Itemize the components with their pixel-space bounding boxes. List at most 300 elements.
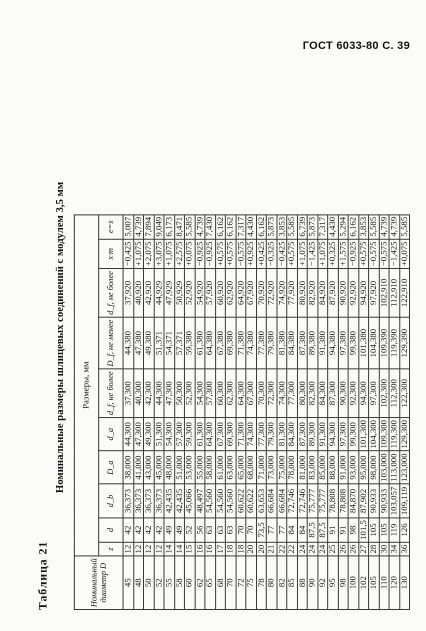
- table-cell: 79,380: [266, 317, 276, 369]
- table-cell: 51,000: [174, 451, 184, 484]
- col-header-nominal: Номинальный диаметр D: [74, 556, 123, 610]
- table-row: [307, 214, 317, 609]
- table-cell: 60: [184, 556, 194, 610]
- table-cell: 88: [297, 556, 307, 610]
- table-cell: 53,000: [184, 451, 194, 484]
- table-cell: 113,000: [389, 451, 399, 484]
- table-cell: 80,300: [297, 369, 307, 418]
- table-cell: 120: [389, 556, 399, 610]
- table-cell: −0,925: [195, 239, 205, 269]
- table-cell: 51,371: [154, 317, 164, 369]
- table-cell: 80,920: [297, 269, 307, 318]
- table-cell: 78,808: [338, 484, 348, 517]
- col-header-9: x·m: [99, 239, 123, 269]
- table-cell: 91,380: [317, 317, 327, 369]
- table-cell: 52: [184, 518, 194, 543]
- table-row: [358, 214, 368, 609]
- table-cell: 126: [399, 518, 409, 543]
- table-cell: 73,000: [266, 451, 276, 484]
- table-cell: 22: [287, 542, 297, 556]
- table-cell: 77,300: [256, 418, 266, 451]
- table-cell: 7,317: [317, 214, 327, 239]
- table-cell: 49,300: [144, 418, 154, 451]
- table-cell: 43,000: [144, 451, 154, 484]
- table-cell: 59,380: [184, 317, 194, 369]
- table-cell: 97,380: [338, 317, 348, 369]
- table-cell: 98: [348, 518, 358, 543]
- table-cell: 6,162: [225, 214, 235, 239]
- table-cell: +1,075: [133, 239, 143, 269]
- table-cell: 71,380: [236, 317, 246, 369]
- table-cell: 112,910: [389, 269, 399, 318]
- table-cell: 112,300: [389, 369, 399, 418]
- table-cell: −0,425: [277, 239, 287, 269]
- group-header: Размеры, мм: [74, 214, 98, 555]
- table-cell: 4,739: [379, 214, 389, 239]
- table-cell: 85: [287, 556, 297, 610]
- table-cell: 52: [154, 556, 164, 610]
- table-cell: 64,300: [236, 369, 246, 418]
- table-cell: 75,777: [317, 484, 327, 517]
- table-cell: 54,560: [205, 484, 215, 517]
- table-cell: 60,300: [215, 369, 225, 418]
- table-cell: 87,300: [297, 418, 307, 451]
- table-cell: 14: [174, 542, 184, 556]
- table-cell: 101,380: [358, 317, 368, 369]
- table-cell: 84,920: [317, 269, 327, 318]
- table-cell: 64,300: [205, 418, 215, 451]
- table-cell: +2,575: [174, 239, 184, 269]
- table-cell: 54,300: [164, 418, 174, 451]
- table-cell: 9,049: [154, 214, 164, 239]
- table-cell: −0,575: [236, 239, 246, 269]
- table-cell: 24: [307, 542, 317, 556]
- table-cell: 5,585: [184, 214, 194, 239]
- table-cell: 94,920: [358, 269, 368, 318]
- table-row: [256, 214, 266, 609]
- table-cell: 60,920: [215, 269, 225, 318]
- table-label: Таблица 21: [35, 540, 50, 610]
- table-cell: 77,920: [287, 269, 297, 318]
- table-cell: 82,300: [307, 369, 317, 418]
- table-row: [215, 214, 225, 609]
- table-cell: 16: [205, 542, 215, 556]
- table-cell: 4,430: [328, 214, 338, 239]
- table-cell: +0,325: [328, 239, 338, 269]
- table-cell: 78,000: [287, 451, 297, 484]
- table-cell: 75,777: [307, 484, 317, 517]
- table-cell: 100: [348, 556, 358, 610]
- table-cell: 4,739: [195, 214, 205, 239]
- table-cell: 98: [338, 556, 348, 610]
- table-cell: 77,380: [256, 317, 266, 369]
- table-cell: 104,380: [369, 317, 379, 369]
- table-cell: 45,066: [184, 484, 194, 517]
- col-header-2: d: [99, 518, 123, 543]
- table-cell: 93,000: [348, 451, 358, 484]
- table-cell: 74,300: [277, 369, 287, 418]
- table-cell: 26: [338, 542, 348, 556]
- table-cell: 63: [215, 518, 225, 543]
- table-cell: 3,853: [277, 214, 287, 239]
- table-cell: 97,300: [338, 418, 348, 451]
- table-cell: 48,000: [164, 451, 174, 484]
- table-row: [144, 214, 154, 609]
- table-cell: 45,000: [154, 451, 164, 484]
- table-cell: 47,300: [164, 369, 174, 418]
- table-row: [154, 214, 164, 609]
- table-cell: 91: [328, 518, 338, 543]
- table-cell: 57,371: [174, 317, 184, 369]
- table-cell: 61,380: [195, 317, 205, 369]
- table-cell: 57,920: [205, 269, 215, 318]
- table-cell: 73,5: [256, 518, 266, 543]
- table-cell: 89,380: [307, 317, 317, 369]
- table-cell: 90,933: [369, 484, 379, 517]
- table-cell: 36,373: [154, 484, 164, 517]
- table-cell: +1,575: [338, 239, 348, 269]
- table-cell: +0,575: [287, 239, 297, 269]
- table-cell: 37,300: [123, 369, 133, 418]
- table-cell: 84,300: [317, 369, 327, 418]
- table-cell: 84: [297, 518, 307, 543]
- table-cell: 36: [399, 542, 409, 556]
- table-row: [246, 214, 256, 609]
- table-cell: 103,057: [389, 484, 399, 517]
- col-header-6: d_f, не более: [99, 369, 123, 418]
- table-cell: 95: [328, 556, 338, 610]
- table-row: [184, 214, 194, 609]
- table-cell: 12: [154, 542, 164, 556]
- table-cell: 61,000: [215, 451, 225, 484]
- table-cell: 5,585: [287, 214, 297, 239]
- table-cell: 77: [277, 518, 287, 543]
- table-cell: 102: [358, 556, 368, 610]
- table-cell: 4,739: [133, 214, 143, 239]
- table-cell: +1,075: [317, 239, 327, 269]
- table-row: [348, 214, 358, 609]
- table-cell: 87,300: [328, 369, 338, 418]
- table-cell: 12: [133, 542, 143, 556]
- table-row: [317, 214, 327, 609]
- table-cell: 63,000: [225, 451, 235, 484]
- table-cell: 12: [144, 542, 154, 556]
- table-cell: +2,075: [144, 239, 154, 269]
- table-cell: 64,380: [205, 317, 215, 369]
- table-row: [287, 214, 297, 609]
- table-cell: 109,390: [379, 317, 389, 369]
- table-cell: 92,920: [348, 269, 358, 318]
- table-cell: 119: [389, 518, 399, 543]
- col-header-8: d_f, не более: [99, 269, 123, 318]
- table-cell: 123,000: [399, 451, 409, 484]
- rotated-table-area: [30, 79, 410, 610]
- table-cell: 65: [205, 556, 215, 610]
- table-row: [389, 214, 399, 609]
- table-cell: 51,300: [154, 418, 164, 451]
- table-cell: +0,575: [215, 239, 225, 269]
- table-cell: 87,902: [358, 484, 368, 517]
- table-cell: 7,894: [144, 214, 154, 239]
- table-row: [369, 214, 379, 609]
- table-cell: 94,380: [328, 317, 338, 369]
- table-cell: 6,739: [297, 214, 307, 239]
- table-cell: 84,380: [287, 317, 297, 369]
- table-cell: 90,300: [338, 369, 348, 418]
- table-row: [266, 214, 276, 609]
- table-cell: 75,000: [277, 451, 287, 484]
- table-cell: 5,585: [369, 214, 379, 239]
- table-cell: 81,300: [277, 418, 287, 451]
- table-cell: 82: [277, 556, 287, 610]
- table-cell: 60,622: [246, 484, 256, 517]
- table-cell: 42,435: [174, 484, 184, 517]
- table-row: [164, 214, 174, 609]
- col-header-7: D_f, не менее: [99, 317, 123, 369]
- table-row: [205, 214, 215, 609]
- table-cell: 44,929: [154, 269, 164, 318]
- table-cell: 103,000: [379, 451, 389, 484]
- table-cell: 58: [174, 556, 184, 610]
- table-cell: 129,390: [399, 317, 409, 369]
- table-cell: 24: [297, 542, 307, 556]
- table-cell: 4,739: [389, 214, 399, 239]
- table-cell: 84: [287, 518, 297, 543]
- table-cell: 48: [133, 556, 143, 610]
- table-cell: 74,380: [246, 317, 256, 369]
- table-caption: Номинальные размеры шлицевых соединений с модулем 3,5 мм: [54, 181, 67, 494]
- table-cell: 77,300: [287, 369, 297, 418]
- table-cell: 49: [164, 518, 174, 543]
- table-cell: 42,300: [144, 369, 154, 418]
- table-cell: 22: [277, 542, 287, 556]
- table-cell: 84,870: [348, 484, 358, 517]
- table-cell: 5,007: [123, 214, 133, 239]
- col-header-1: z: [99, 542, 123, 556]
- table-cell: 15: [184, 542, 194, 556]
- table-cell: 71,000: [256, 451, 266, 484]
- table-cell: −0,325: [266, 239, 276, 269]
- table-cell: 74,300: [246, 418, 256, 451]
- table-cell: 50,929: [174, 269, 184, 318]
- table-cell: 52,920: [184, 269, 194, 318]
- table-cell: 26: [348, 542, 358, 556]
- table-cell: 75: [246, 556, 256, 610]
- table-cell: 18: [225, 542, 235, 556]
- table-cell: 25: [328, 542, 338, 556]
- table-cell: 44,300: [154, 369, 164, 418]
- col-header-3: d_b: [99, 484, 123, 517]
- table-cell: 63: [225, 518, 235, 543]
- table-cell: 90,920: [338, 269, 348, 318]
- table-cell: 5,873: [266, 214, 276, 239]
- table-cell: 94,300: [358, 369, 368, 418]
- table-cell: 78,808: [328, 484, 338, 517]
- table-cell: 45: [123, 556, 133, 610]
- table-cell: 16: [195, 542, 205, 556]
- table-row: [297, 214, 307, 609]
- table-cell: 97,300: [369, 369, 379, 418]
- table-cell: 83,000: [307, 451, 317, 484]
- table-cell: +1,075: [297, 239, 307, 269]
- table-cell: 67,300: [215, 418, 225, 451]
- table-cell: 94,300: [328, 418, 338, 451]
- table-cell: 49: [174, 518, 184, 543]
- table-cell: 89,300: [307, 418, 317, 451]
- table-cell: 52,300: [184, 369, 194, 418]
- table-row: [328, 214, 338, 609]
- table-cell: 87,5: [317, 518, 327, 543]
- table-cell: 24: [317, 542, 327, 556]
- table-row: [123, 214, 133, 609]
- table-cell: 63,653: [256, 484, 266, 517]
- table-cell: 90,933: [379, 484, 389, 517]
- table-cell: 70,300: [256, 369, 266, 418]
- table-cell: +0,075: [184, 239, 194, 269]
- table-cell: 54,300: [195, 369, 205, 418]
- table-cell: 36,373: [123, 484, 133, 517]
- table-cell: 6,162: [256, 214, 266, 239]
- table-cell: 87,5: [307, 518, 317, 543]
- table-cell: 69,380: [225, 317, 235, 369]
- table-cell: 55: [164, 556, 174, 610]
- table-cell: 104,300: [369, 418, 379, 451]
- table-cell: 105: [369, 556, 379, 610]
- table-cell: 87,920: [328, 269, 338, 318]
- table-cell: 18: [236, 542, 246, 556]
- table-cell: 62,300: [225, 369, 235, 418]
- table-cell: 14: [164, 542, 174, 556]
- table-cell: 44,380: [123, 317, 133, 369]
- table-cell: −0,925: [205, 239, 215, 269]
- table-cell: 47,300: [133, 418, 143, 451]
- table-cell: 47,380: [133, 317, 143, 369]
- table-cell: 42,920: [144, 269, 154, 318]
- table-cell: 20: [246, 542, 256, 556]
- table-cell: 98,000: [369, 451, 379, 484]
- table-cell: −0,425: [123, 239, 133, 269]
- table-cell: 109,300: [379, 418, 389, 451]
- table-cell: 102,300: [379, 369, 389, 418]
- table-cell: 44,300: [123, 418, 133, 451]
- table-cell: +0,925: [246, 239, 256, 269]
- table-cell: 67,380: [215, 317, 225, 369]
- table-cell: 48,497: [195, 484, 205, 517]
- table-row: [277, 214, 287, 609]
- table-row: [195, 214, 205, 609]
- table-cell: 36,373: [144, 484, 154, 517]
- table-cell: 67,920: [246, 269, 256, 318]
- table-cell: 99,300: [348, 418, 358, 451]
- table-cell: 54,371: [164, 317, 174, 369]
- table-cell: 42: [154, 518, 164, 543]
- table-cell: 77: [266, 518, 276, 543]
- table-row: [133, 214, 143, 609]
- table-cell: 37,920: [123, 269, 133, 318]
- table-cell: 7,317: [236, 214, 246, 239]
- table-cell: 42: [123, 518, 133, 543]
- table-cell: 61,300: [195, 418, 205, 451]
- table-cell: +0,575: [358, 239, 368, 269]
- table-cell: 54,560: [215, 484, 225, 517]
- table-cell: −1,425: [307, 239, 317, 269]
- table-cell: 129,300: [399, 418, 409, 451]
- table-cell: 30: [379, 542, 389, 556]
- table-row: [174, 214, 184, 609]
- table-row: [338, 214, 348, 609]
- page-header: ГОСТ 6033-80 С. 39: [302, 40, 410, 52]
- table-cell: 54,920: [195, 269, 205, 318]
- table-cell: 109,119: [399, 484, 409, 517]
- table-cell: 105: [379, 518, 389, 543]
- table-cell: −0,575: [369, 239, 379, 269]
- table-cell: 72,920: [266, 269, 276, 318]
- table-cell: 78: [256, 556, 266, 610]
- table-cell: 28: [369, 542, 379, 556]
- table-cell: 67,300: [246, 369, 256, 418]
- table-cell: −0,925: [348, 239, 358, 269]
- table-cell: 79,300: [266, 418, 276, 451]
- table-cell: 64,920: [236, 269, 246, 318]
- table-cell: 3,853: [358, 214, 368, 239]
- table-cell: 42,435: [164, 484, 174, 517]
- table-cell: 84,300: [287, 418, 297, 451]
- table-cell: 8,471: [174, 214, 184, 239]
- table-cell: 27: [358, 542, 368, 556]
- table-cell: 54,560: [225, 484, 235, 517]
- table-cell: 34: [389, 542, 399, 556]
- table-cell: 91: [338, 518, 348, 543]
- table-cell: 68: [215, 556, 225, 610]
- table-cell: 12: [123, 542, 133, 556]
- table-cell: −1,425: [389, 239, 399, 269]
- table-cell: 62,920: [225, 269, 235, 318]
- table-cell: 82,920: [307, 269, 317, 318]
- table-cell: 62: [195, 556, 205, 610]
- table-cell: 81,000: [297, 451, 307, 484]
- table-cell: 72,746: [287, 484, 297, 517]
- table-cell: 6,162: [215, 214, 225, 239]
- table-cell: 68,000: [246, 451, 256, 484]
- table-cell: 70: [236, 518, 246, 543]
- table-cell: 50,300: [174, 369, 184, 418]
- table-cell: 50: [144, 556, 154, 610]
- table-cell: 55,000: [195, 451, 205, 484]
- table-cell: 41,000: [133, 451, 143, 484]
- table-cell: 71,300: [236, 418, 246, 451]
- table-cell: 102,910: [379, 269, 389, 318]
- table-cell: 40,300: [133, 369, 143, 418]
- table-row: [225, 214, 235, 609]
- table-cell: 6,173: [164, 214, 174, 239]
- col-header-5: d_a: [99, 418, 123, 451]
- table-row: [399, 214, 409, 609]
- table-cell: 6,162: [348, 214, 358, 239]
- table-cell: 101,300: [358, 418, 368, 451]
- col-header-10: e=s: [99, 214, 123, 239]
- table-cell: 59,300: [184, 418, 194, 451]
- table-cell: 60,622: [236, 484, 246, 517]
- table-cell: 38,000: [123, 451, 133, 484]
- table-cell: 36,373: [133, 484, 143, 517]
- table-cell: 80: [266, 556, 276, 610]
- table-cell: 69,300: [225, 418, 235, 451]
- table-cell: 130: [399, 556, 409, 610]
- table-cell: 66,684: [266, 484, 276, 517]
- table-cell: 57,300: [205, 369, 215, 418]
- table-cell: 72: [236, 556, 246, 610]
- spline-table: [74, 214, 410, 610]
